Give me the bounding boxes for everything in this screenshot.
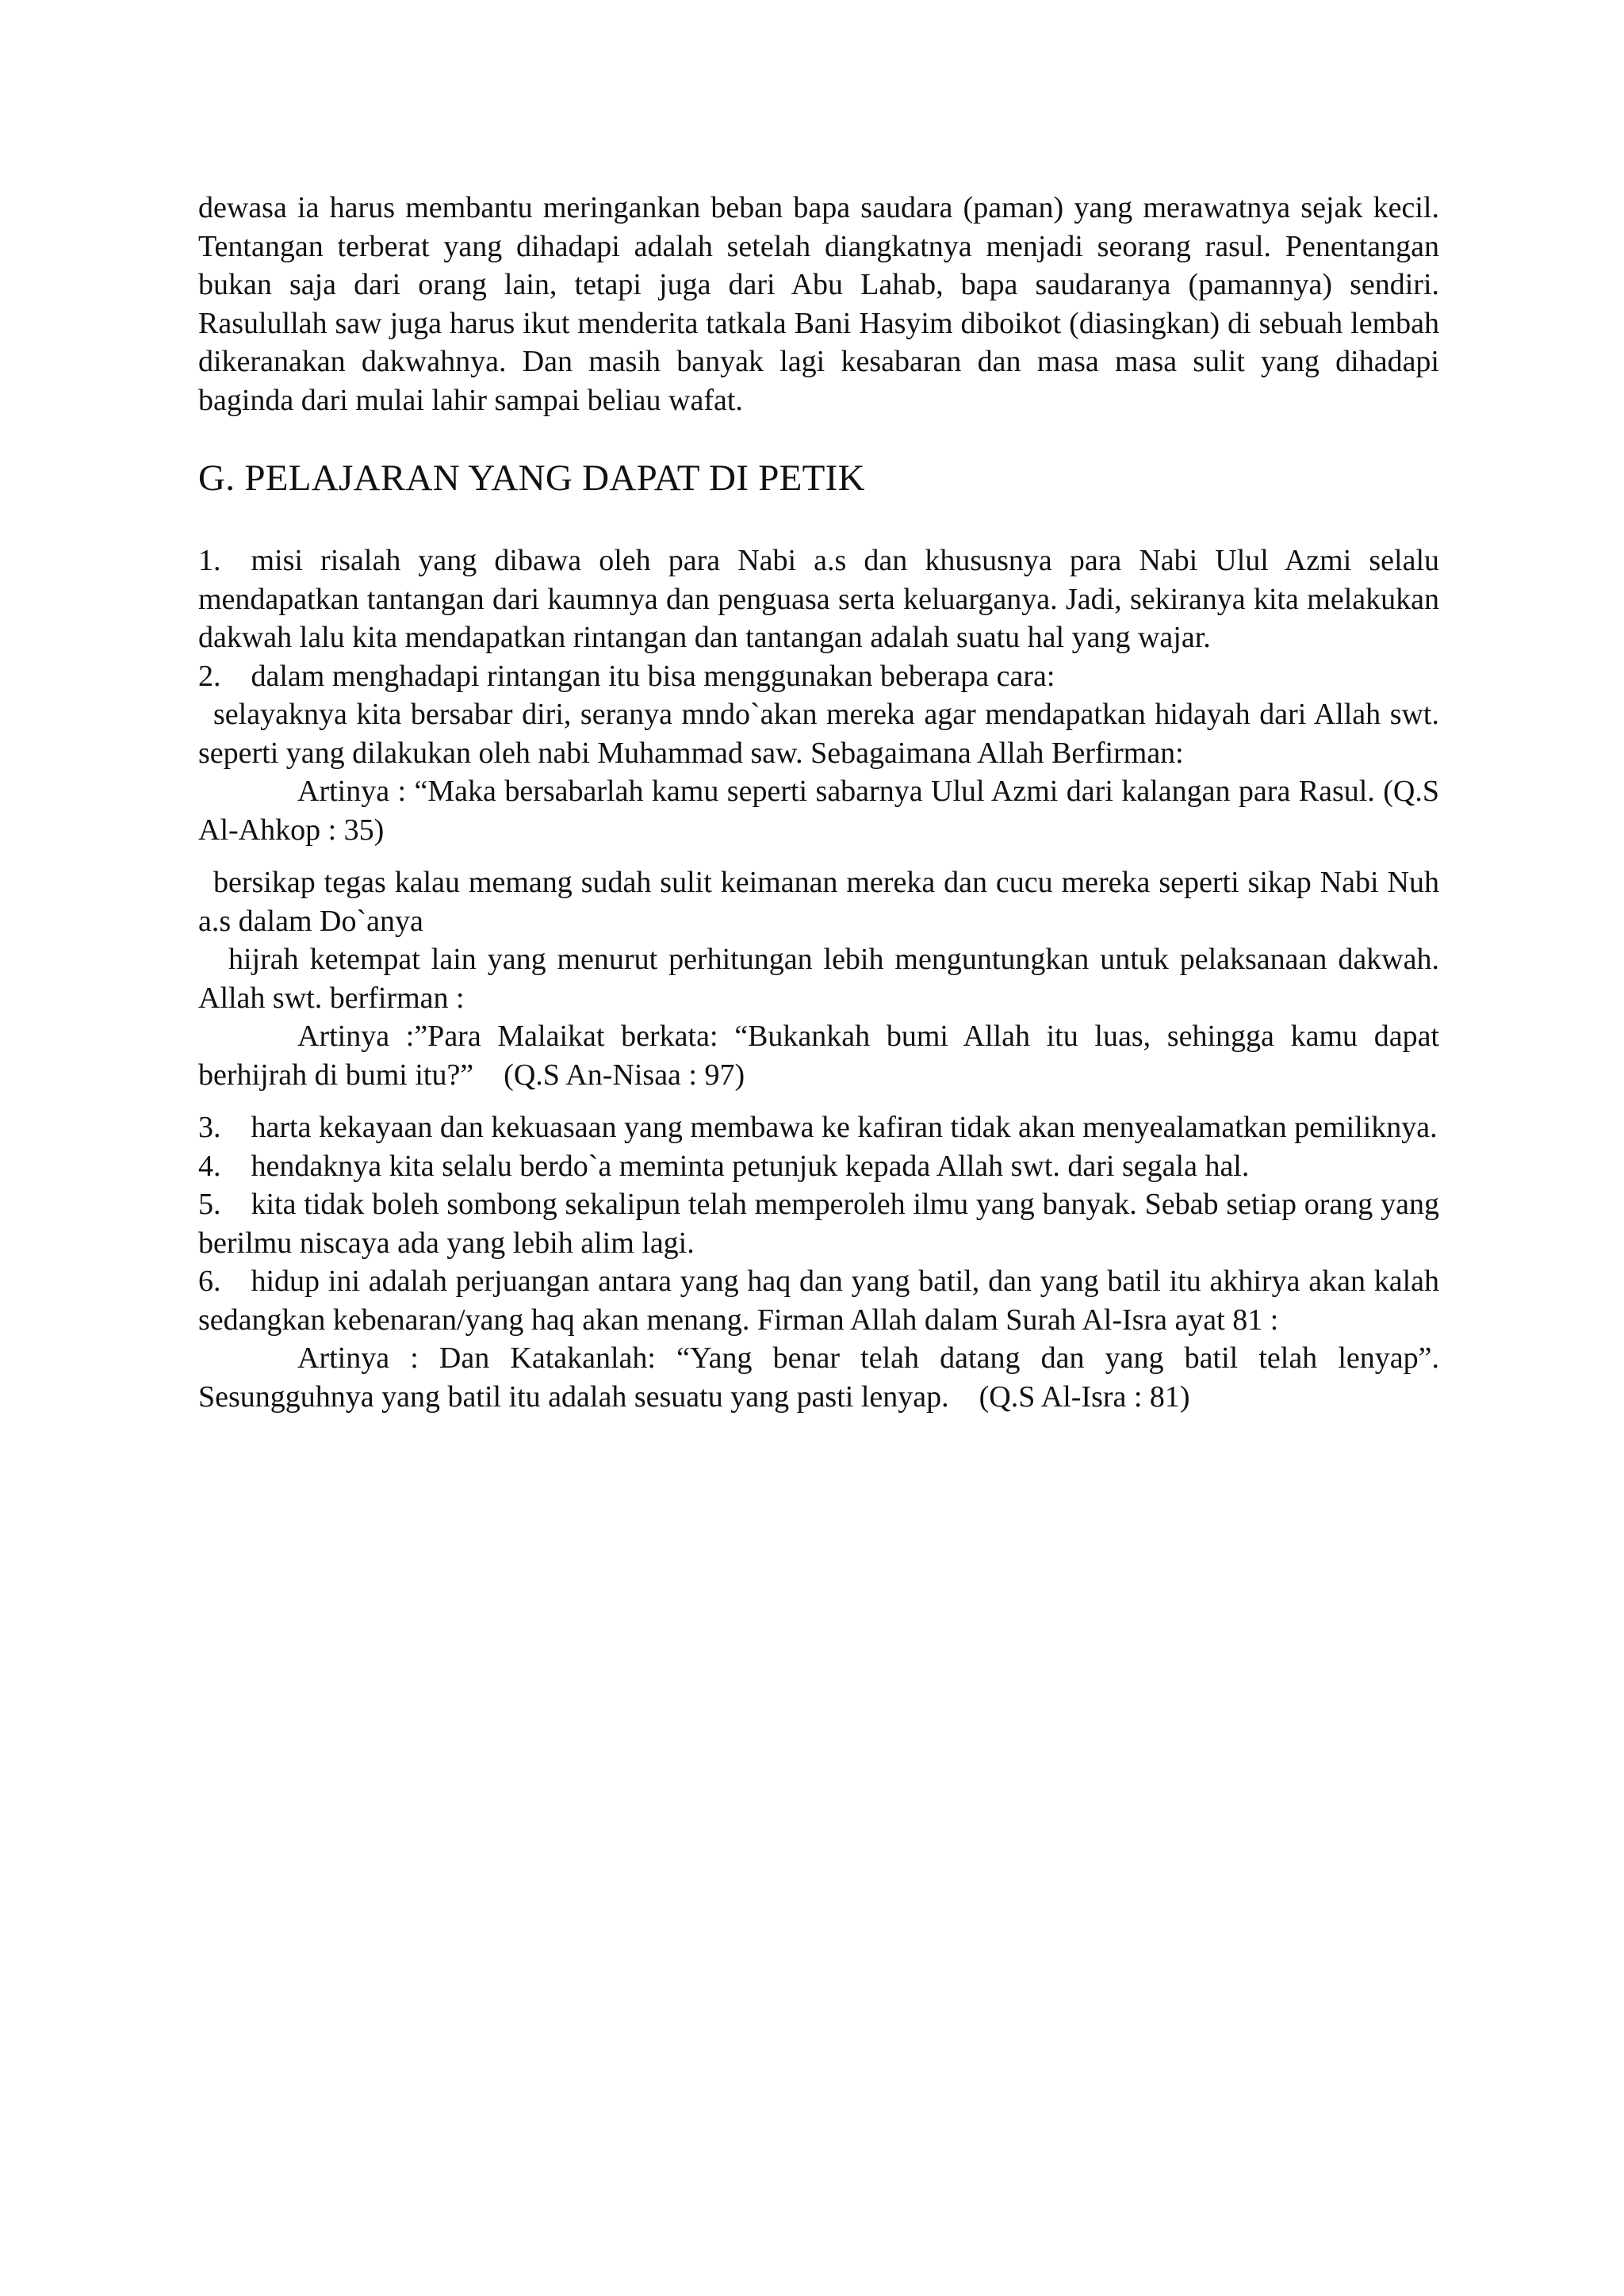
quote-al-isra: Artinya : Dan Katakanlah: “Yang benar telah datang dan yang batil telah lenyap”. Sesungguhnya yang batil itu adalah sesuatu yang pasti lenyap. (Q.S Al-Isra : 81): [198, 1341, 1439, 1414]
document-page: [198, 189, 1439, 1416]
list-item-3: 3. harta kekayaan dan kekuasaan yang membawa ke kafiran tidak akan menyealamatkan pemiliknya.: [198, 1111, 1438, 1144]
list-item-6: 6. hidup ini adalah perjuangan antara yang haq dan yang batil, dan yang batil itu akhirya akan kalah sedangkan kebenaran/yang haq akan menang. Firman Allah dalam Surah Al-Isra ayat 81 :: [198, 1265, 1439, 1337]
sub-item-firmness: bersikap tegas kalau memang sudah sulit keimanan mereka dan cucu mereka seperti sikap Nabi Nuh a.s dalam Do`anya: [198, 866, 1439, 938]
list-item-4: 4. hendaknya kita selalu berdo`a meminta petunjuk kepada Allah swt. dari segala hal.: [198, 1149, 1250, 1183]
list-item-5: 5. kita tidak boleh sombong sekalipun telah memperoleh ilmu yang banyak. Sebab setiap orang yang berilmu niscaya ada yang lebih alim lagi.: [198, 1188, 1439, 1260]
list-item-1: 1. misi risalah yang dibawa oleh para Nabi a.s dan khususnya para Nabi Ulul Azmi selalu mendapatkan tantangan dari kaumnya dan penguasa serta keluarganya. Jadi, sekiranya kita melakukan dakwah lalu kita mendapatkan rintangan dan tantangan adalah suatu hal yang wajar.: [198, 544, 1439, 654]
quote-al-ahkop: Artinya : “Maka bersabarlah kamu seperti sabarnya Ulul Azmi dari kalangan para Rasul. (Q.S Al-Ahkop : 35): [198, 775, 1439, 847]
section-heading: G. PELAJARAN YANG DAPAT DI PETIK: [198, 457, 865, 499]
sub-item-patience: selayaknya kita bersabar diri, seranya mndo`akan mereka agar mendapatkan hidayah dari Allah swt. seperti yang dilakukan oleh nabi Muhammad saw. Sebagaimana Allah Berfirman:: [198, 698, 1439, 770]
quote-an-nisaa: Artinya :”Para Malaikat berkata: “Bukankah bumi Allah itu luas, sehingga kamu dapat berhijrah di bumi itu?” (Q.S An-Nisaa : 97): [198, 1020, 1439, 1092]
intro-paragraph: dewasa ia harus membantu meringankan beban bapa saudara (paman) yang merawatnya sejak kecil. Tentangan terberat yang dihadapi adalah setelah diangkatnya menjadi seorang rasul. Penentangan bukan saja dari orang lain, tetapi juga dari Abu Lahab, bapa saudaranya (pamannya) sendiri. Rasulullah saw juga harus ikut menderita tatkala Bani Hasyim diboikot (diasingkan) di sebuah lembah dikeranakan dakwahnya. Dan masih banyak lagi kesabaran dan masa masa sulit yang dihadapi baginda dari mulai lahir sampai beliau wafat.: [198, 191, 1439, 417]
sub-item-hijrah: hijrah ketempat lain yang menurut perhitungan lebih menguntungkan untuk pelaksanaan dakwah. Allah swt. berfirman :: [198, 943, 1439, 1015]
list-item-2: 2. dalam menghadapi rintangan itu bisa menggunakan beberapa cara:: [198, 659, 1055, 693]
